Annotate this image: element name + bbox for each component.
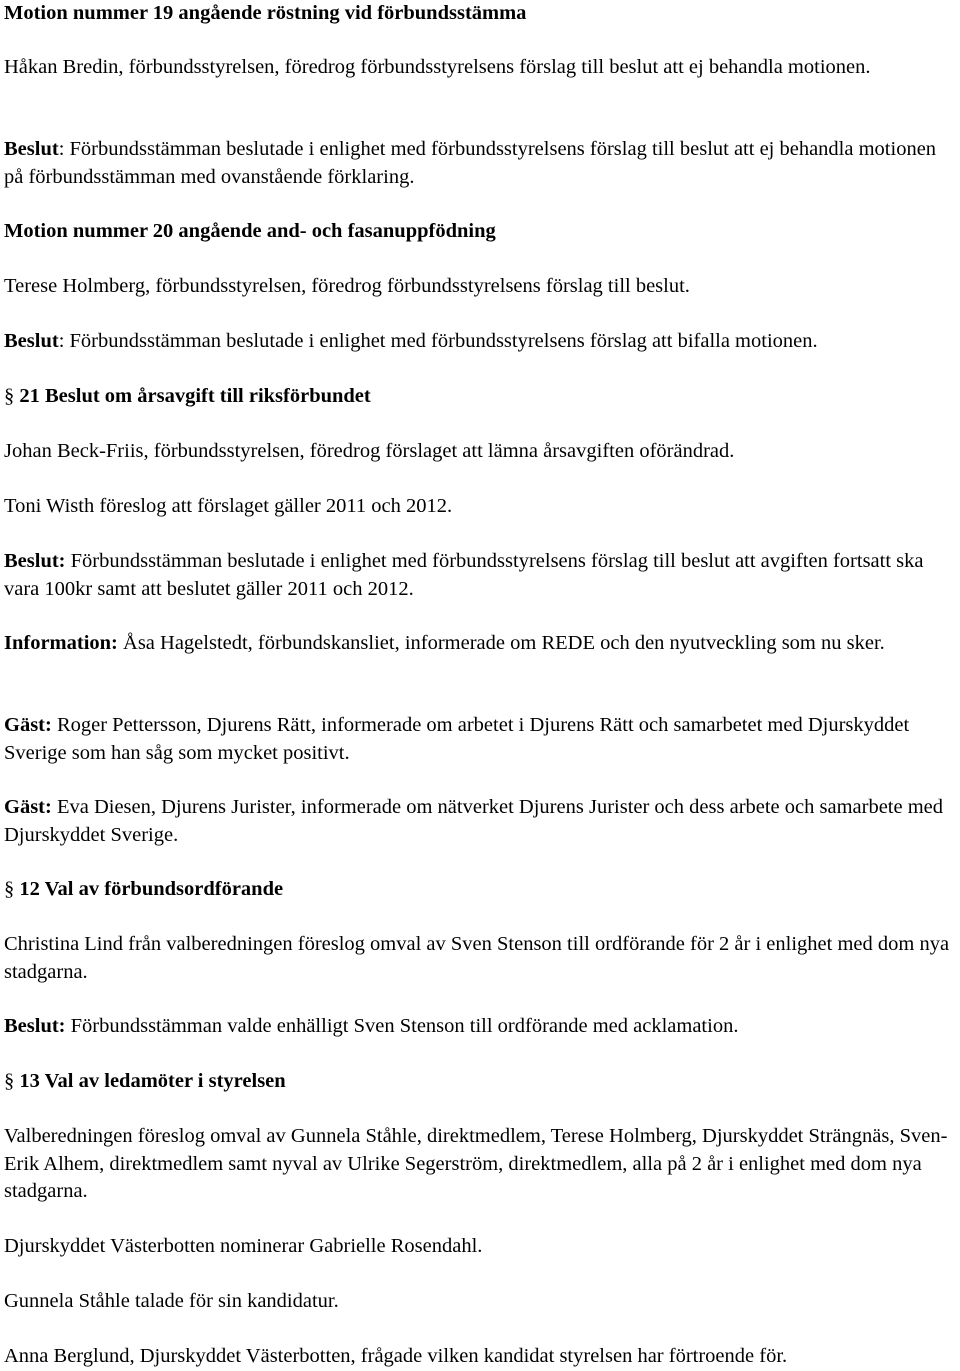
section-13-title: 13 Val av ledamöter i styrelsen	[19, 1070, 286, 1092]
guest-eva-diesen	[4, 794, 954, 849]
section-12-title: 12 Val av förbundsordförande	[19, 878, 284, 900]
decision-text: Förbundsstämman beslutade i enlighet med förbundsstyrelsens förslag att bifalla motionen.	[69, 330, 818, 352]
paragraph-motion-20-presenter: Terese Holmberg, förbundsstyrelsen, föredrog förbundsstyrelsens förslag till beslut.	[4, 275, 690, 297]
section-12-heading	[4, 876, 954, 904]
decision-text: Förbundsstämman beslutade i enlighet med förbundsstyrelsens förslag till beslut att ej behandla motionen på förbundsstämman med ovanstående förklaring.	[4, 138, 937, 188]
paragraph-candidacy-speech: Gunnela Ståhle talade för sin kandidatur.	[4, 1290, 339, 1312]
motion-20-heading: Motion nummer 20 angående and- och fasanuppfödning	[4, 220, 496, 242]
decision-annual-fee	[4, 548, 954, 603]
section-21-heading	[4, 383, 954, 411]
paragraph-board-nominations: Valberedningen föreslog omval av Gunnela Ståhle, direktmedlem, Terese Holmberg, Djurskyddet Strängnäs, Sven-Erik Alhem, direktmedlem samt nyval av Ulrike Segerström, direktmedlem, alla på 2 år i enlighet med dom nya stadgarna.	[4, 1125, 948, 1202]
guest-label: Gäst:	[4, 796, 52, 818]
section-sign: §	[4, 1070, 15, 1092]
guest-text: Roger Pettersson, Djurens Rätt, informerade om arbetet i Djurens Rätt och samarbetet med Djurskyddet Sverige som han såg som mycket positivt.	[4, 714, 910, 764]
information-label: Information:	[4, 632, 118, 654]
decision-label: Beslut:	[4, 1015, 66, 1037]
section-sign: §	[4, 385, 15, 407]
information-text: Åsa Hagelstedt, förbundskansliet, informerade om REDE och den nyutveckling som nu sker.	[123, 632, 885, 654]
label-separator: :	[58, 138, 70, 160]
section-13-heading	[4, 1068, 954, 1096]
paragraph-fee-proposal: Toni Wisth föreslog att förslaget gäller 2011 och 2012.	[4, 495, 453, 517]
decision-chair	[4, 1013, 954, 1041]
paragraph-chair-nomination: Christina Lind från valberedningen föreslog omval av Sven Stenson till ordförande för 2 år i enlighet med dom nya stadgarna.	[4, 933, 950, 983]
decision-label: Beslut	[4, 330, 59, 352]
paragraph-vasterbotten-nomination: Djurskyddet Västerbotten nominerar Gabrielle Rosendahl.	[4, 1235, 483, 1257]
guest-text: Eva Diesen, Djurens Jurister, informerade om nätverket Djurens Jurister och dess arbete och samarbete med Djurskyddet Sverige.	[4, 796, 944, 846]
decision-label: Beslut:	[4, 550, 66, 572]
label-separator: :	[58, 330, 70, 352]
decision-text: Förbundsstämman beslutade i enlighet med förbundsstyrelsens förslag till beslut att avgiften fortsatt ska vara 100kr samt att beslutet gäller 2011 och 2012.	[4, 550, 924, 600]
motion-19-heading: Motion nummer 19 angående röstning vid förbundsstämma	[4, 2, 527, 24]
decision-motion-19	[4, 136, 954, 191]
decision-label: Beslut	[4, 138, 59, 160]
guest-label: Gäst:	[4, 714, 52, 736]
paragraph-motion-19-presenter: Håkan Bredin, förbundsstyrelsen, föredrog förbundsstyrelsens förslag till beslut att ej behandla motionen.	[4, 56, 871, 78]
guest-roger-pettersson	[4, 712, 954, 767]
paragraph-fee-presenter: Johan Beck-Friis, förbundsstyrelsen, föredrog förslaget att lämna årsavgiften oförändrad.	[4, 440, 735, 462]
section-sign: §	[4, 878, 15, 900]
section-21-title: 21 Beslut om årsavgift till riksförbundet	[19, 385, 371, 407]
decision-motion-20	[4, 328, 954, 356]
information-rede	[4, 630, 954, 658]
paragraph-question-trust: Anna Berglund, Djurskyddet Västerbotten, frågade vilken kandidat styrelsen har förtroende för.	[4, 1345, 788, 1367]
decision-text: Förbundsstämman valde enhälligt Sven Stenson till ordförande med acklamation.	[70, 1015, 739, 1037]
